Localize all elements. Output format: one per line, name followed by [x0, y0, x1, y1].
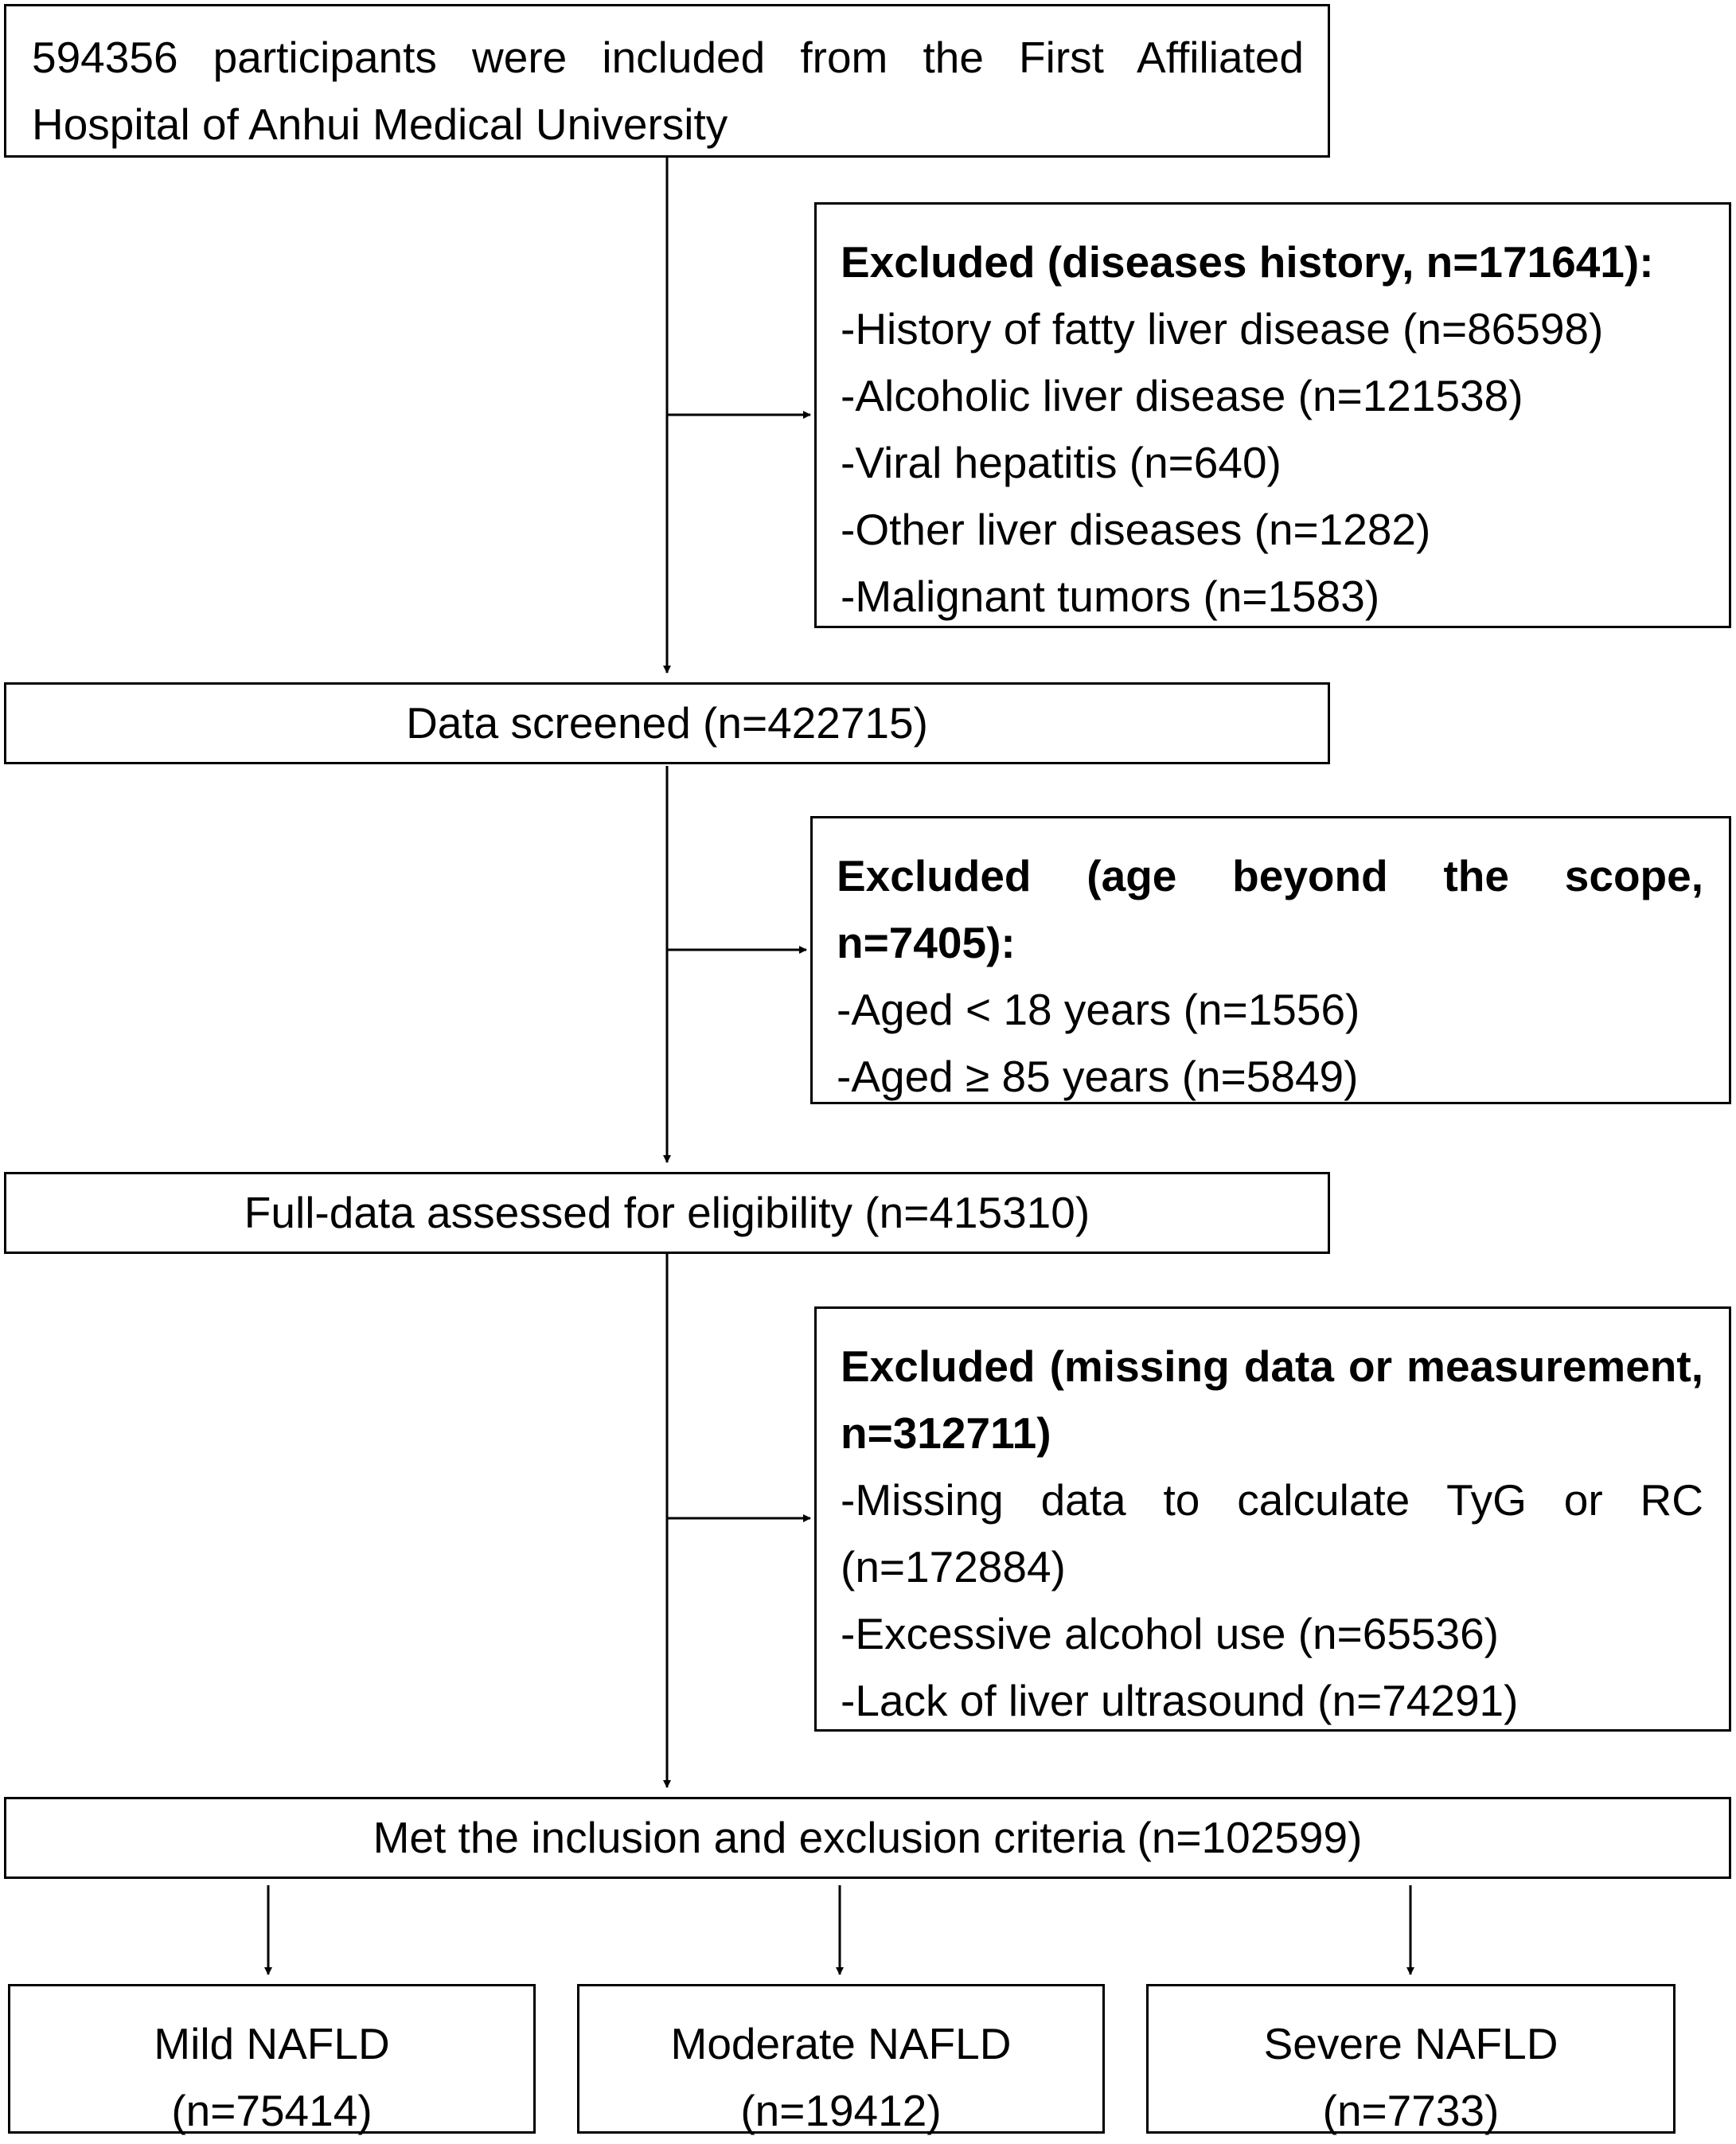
exclusion-box-age — [810, 816, 1731, 1104]
start-text: 594356 participants were included from the First Affiliated Hospital of Anhui Medical University — [32, 33, 1304, 149]
exclusion-box-missing — [814, 1306, 1731, 1732]
screened-text: Data screened (n=422715) — [406, 698, 928, 748]
group-count: (n=75414) — [171, 2086, 373, 2135]
group-box-mild — [8, 1984, 536, 2134]
group-name: Moderate NAFLD — [670, 2019, 1012, 2068]
exclusion-title: Excluded (age beyond the scope, n=7405): — [837, 851, 1703, 967]
exclusion-item: -History of fatty liver disease (n=86598) — [841, 304, 1604, 353]
group-box-severe — [1146, 1984, 1676, 2134]
exclusion-item: -Lack of liver ultrasound (n=74291) — [841, 1676, 1519, 1725]
exclusion-item: -Missing data to calculate TyG or RC (n=172884) — [841, 1475, 1703, 1591]
exclusion-item: -Malignant tumors (n=1583) — [841, 572, 1380, 621]
exclusion-item: -Other liver diseases (n=1282) — [841, 505, 1431, 554]
exclusion-item: -Excessive alcohol use (n=65536) — [841, 1609, 1499, 1658]
group-box-moderate — [577, 1984, 1105, 2134]
screened-box — [4, 682, 1330, 764]
assessed-box — [4, 1172, 1330, 1254]
included-box — [4, 1797, 1731, 1879]
start-box — [4, 4, 1330, 158]
group-name: Mild NAFLD — [154, 2019, 390, 2068]
exclusion-item: -Aged ≥ 85 years (n=5849) — [837, 1052, 1359, 1101]
included-text: Met the inclusion and exclusion criteria (n=102599) — [373, 1813, 1363, 1862]
group-count: (n=7733) — [1322, 2086, 1500, 2135]
group-name: Severe NAFLD — [1263, 2019, 1558, 2068]
exclusion-title: Excluded (missing data or measurement, n=312711) — [841, 1341, 1703, 1458]
exclusion-box-diseases — [814, 202, 1731, 628]
exclusion-title: Excluded (diseases history, n=171641): — [841, 237, 1654, 287]
group-count: (n=19412) — [740, 2086, 942, 2135]
exclusion-item: -Viral hepatitis (n=640) — [841, 438, 1282, 487]
assessed-text: Full-data assessed for eligibility (n=415310) — [244, 1188, 1090, 1237]
exclusion-item: -Alcoholic liver disease (n=121538) — [841, 371, 1523, 420]
exclusion-item: -Aged < 18 years (n=1556) — [837, 985, 1360, 1034]
